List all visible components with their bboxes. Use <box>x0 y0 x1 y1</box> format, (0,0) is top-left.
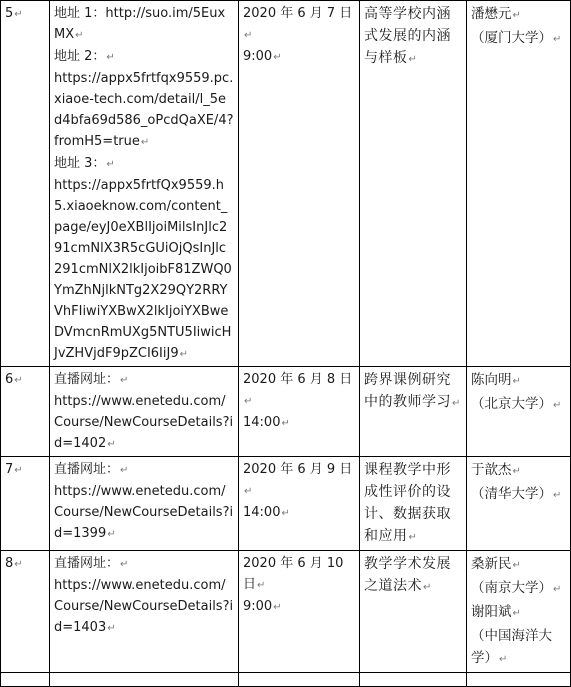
address-cell <box>50 551 239 673</box>
paragraph-mark-icon: ↵ <box>553 34 562 45</box>
address-text: 地址 2： <box>54 49 106 64</box>
speaker-cell <box>467 551 571 673</box>
session-number: 7 <box>5 462 14 477</box>
session-time <box>243 412 355 434</box>
speaker-affiliation <box>471 577 566 601</box>
speaker-name <box>471 3 566 27</box>
address-label <box>54 369 234 391</box>
time-text: 14:00 <box>243 415 281 430</box>
speaker-text: （厦门大学） <box>471 30 552 46</box>
speaker-text: （北京大学） <box>471 396 552 412</box>
speaker-affiliation <box>471 393 566 417</box>
address-link[interactable] <box>54 68 234 153</box>
time-cell <box>239 551 360 673</box>
session-number-cell <box>1 367 50 457</box>
paragraph-mark-icon: ↵ <box>512 10 521 21</box>
speaker-name <box>471 601 566 625</box>
session-topic: 高等学校内涵式发展的内涵与样板 <box>364 6 451 66</box>
topic-cell <box>360 457 467 551</box>
paragraph-mark-icon: ↵ <box>106 159 115 170</box>
paragraph-mark-icon: ↵ <box>244 396 253 407</box>
address-text[interactable]: 地址 1：http://suo.im/5EuxMX <box>54 6 226 42</box>
address-link[interactable] <box>54 3 234 46</box>
session-date <box>243 369 355 412</box>
paragraph-mark-icon: ↵ <box>408 54 418 65</box>
address-link[interactable] <box>54 575 234 639</box>
speaker-text: （清华大学） <box>471 486 552 502</box>
paragraph-mark-icon: ↵ <box>107 439 116 450</box>
topic-cell <box>360 551 467 673</box>
speaker-cell <box>467 457 571 551</box>
time-text: 2020 年 6 月 7 日 <box>243 6 353 21</box>
topic-cell <box>360 367 467 457</box>
session-number-cell <box>1 551 50 673</box>
paragraph-mark-icon: ↵ <box>499 654 508 665</box>
paragraph-mark-icon: ↵ <box>244 486 253 497</box>
table-cell <box>467 673 571 687</box>
speaker-text: 陈向明 <box>471 372 512 388</box>
time-text: 2020 年 6 月 9 日 <box>243 462 353 477</box>
paragraph-mark-icon: ↵ <box>120 465 129 476</box>
address-text[interactable]: https://www.enetedu.com/Course/NewCourseDetails?id=1399 <box>54 484 234 541</box>
session-time <box>243 596 355 618</box>
paragraph-mark-icon: ↵ <box>553 400 562 411</box>
table-row-tail <box>1 673 571 687</box>
table-cell <box>360 673 467 687</box>
time-text: 2020 年 6 月 10 日 <box>243 556 344 592</box>
topic-block <box>364 553 462 599</box>
paragraph-mark-icon: ↵ <box>512 376 521 387</box>
paragraph-mark-icon: ↵ <box>120 559 129 570</box>
session-time <box>243 46 355 68</box>
speaker-text: （南京大学） <box>471 580 552 596</box>
address-text[interactable]: https://appx5frtfqx9559.pc.xiaoe-tech.com/detail/l_5ed4bfa69d586_oPcdQaXE/4?fromH5=true <box>54 71 234 149</box>
paragraph-mark-icon: ↵ <box>107 529 116 540</box>
session-number: 5 <box>5 6 14 21</box>
table-row <box>1 551 571 673</box>
speaker-affiliation <box>471 27 566 51</box>
address-label <box>54 459 234 481</box>
paragraph-mark-icon: ↵ <box>281 418 290 429</box>
paragraph-mark-icon: ↵ <box>423 582 432 593</box>
topic-block <box>364 3 462 71</box>
session-topic: 跨界课例研究中的教师学习 <box>364 372 451 410</box>
paragraph-mark-icon: ↵ <box>244 30 253 41</box>
time-text: 14:00 <box>243 505 281 520</box>
speaker-text: 于歆杰 <box>471 462 512 478</box>
paragraph-mark-icon: ↵ <box>14 559 23 570</box>
address-link[interactable] <box>54 391 234 455</box>
address-text[interactable]: https://www.enetedu.com/Course/NewCourseDetails?id=1403 <box>54 578 234 635</box>
table-row <box>1 1 571 367</box>
paragraph-mark-icon: ↵ <box>281 508 290 519</box>
paragraph-mark-icon: ↵ <box>75 30 84 41</box>
address-label <box>54 46 234 68</box>
session-date <box>243 459 355 502</box>
session-topic: 课程教学中形成性评价的设计、数据获取和应用 <box>364 462 451 544</box>
address-text[interactable]: https://appx5frtfQx9559.h5.xiaoeknow.com/content_page/eyJ0eXBlIjoiMilsInJlc291cmNlX3R5cGUiOjQsInJlc291cmNlX2lkIjoibF81ZWQ0YmZhNjlkNTg2X29QY2RRYVhFIiwiYXBwX2lkIjoiYXBweDVmcnRmUXg5NTU5IiwicHJvZHVjdF9pZCI6IiJ9 <box>54 178 232 361</box>
topic-block <box>364 369 462 415</box>
speaker-cell <box>467 367 571 457</box>
table-row <box>1 367 571 457</box>
session-number-cell <box>1 1 50 367</box>
paragraph-mark-icon: ↵ <box>120 375 129 386</box>
schedule-body <box>1 1 571 673</box>
session-number: 6 <box>5 372 14 387</box>
paragraph-mark-icon: ↵ <box>14 375 23 386</box>
paragraph-mark-icon: ↵ <box>408 532 418 543</box>
paragraph-mark-icon: ↵ <box>512 560 521 571</box>
address-text: 地址 3： <box>54 156 106 171</box>
address-cell <box>50 457 239 551</box>
address-cell <box>50 1 239 367</box>
paragraph-mark-icon: ↵ <box>512 466 521 477</box>
time-text: 9:00 <box>243 599 273 614</box>
topic-block <box>364 459 462 549</box>
speaker-name <box>471 369 566 393</box>
speaker-text: 桑新民 <box>471 556 512 572</box>
speaker-name <box>471 553 566 577</box>
time-cell <box>239 1 360 367</box>
session-number: 8 <box>5 556 14 571</box>
paragraph-mark-icon: ↵ <box>14 465 23 476</box>
address-link[interactable] <box>54 481 234 545</box>
table-row <box>1 457 571 551</box>
paragraph-mark-icon: ↵ <box>512 608 521 619</box>
speaker-text: （中国海洋大学） <box>471 628 552 666</box>
speaker-affiliation <box>471 625 566 671</box>
speaker-name <box>471 459 566 483</box>
paragraph-mark-icon: ↵ <box>273 602 282 613</box>
time-text: 9:00 <box>243 49 273 64</box>
address-text: 直播网址： <box>54 372 120 387</box>
table-cell <box>239 673 360 687</box>
table-cell <box>1 673 50 687</box>
paragraph-mark-icon: ↵ <box>140 137 150 148</box>
time-text: 2020 年 6 月 8 日 <box>243 372 353 387</box>
paragraph-mark-icon: ↵ <box>452 398 461 409</box>
paragraph-mark-icon: ↵ <box>257 580 266 591</box>
session-topic: 教学学术发展之道法术 <box>364 556 451 594</box>
address-link[interactable] <box>54 175 234 365</box>
paragraph-mark-icon: ↵ <box>273 52 282 63</box>
session-time <box>243 502 355 524</box>
paragraph-mark-icon: ↵ <box>106 52 115 63</box>
time-cell <box>239 457 360 551</box>
paragraph-mark-icon: ↵ <box>179 349 188 360</box>
session-number-cell <box>1 457 50 551</box>
address-cell <box>50 367 239 457</box>
address-label <box>54 553 234 575</box>
paragraph-mark-icon: ↵ <box>553 584 562 595</box>
speaker-cell <box>467 1 571 367</box>
speaker-text: 谢阳斌 <box>471 604 512 620</box>
address-label <box>54 153 234 175</box>
address-text[interactable]: https://www.enetedu.com/Course/NewCourseDetails?id=1402 <box>54 394 234 451</box>
session-date <box>243 3 355 46</box>
paragraph-mark-icon: ↵ <box>14 9 23 20</box>
speaker-text: 潘懋元 <box>471 6 512 22</box>
paragraph-mark-icon: ↵ <box>107 623 116 634</box>
speaker-affiliation <box>471 483 566 507</box>
topic-cell <box>360 1 467 367</box>
time-cell <box>239 367 360 457</box>
address-text: 直播网址： <box>54 462 120 477</box>
table-cell <box>50 673 239 687</box>
paragraph-mark-icon: ↵ <box>553 490 562 501</box>
address-text: 直播网址： <box>54 556 120 571</box>
